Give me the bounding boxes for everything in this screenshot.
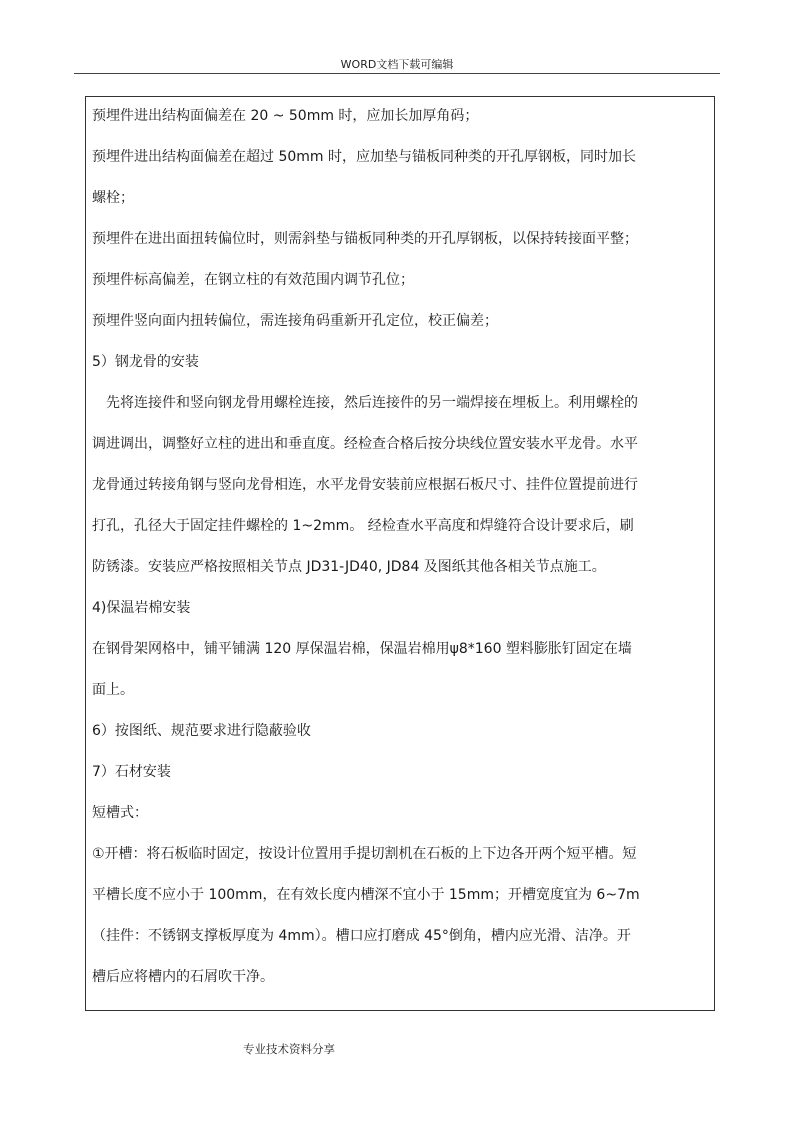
text-line: 防锈漆。安装应严格按照相关节点 JD31-JD40, JD84 及图纸其他各相关节点施工。 <box>92 559 606 575</box>
text-line: 调进调出，调整好立柱的进出和垂直度。经检查合格后按分块线位置安装水平龙骨。水平 <box>92 436 638 452</box>
section-heading: 5）钢龙骨的安装 <box>92 354 199 370</box>
text-line: 螺栓； <box>92 190 134 206</box>
text-line: 龙骨通过转接角钢与竖向龙骨相连，水平龙骨安装前应根据石板尺寸、挂件位置提前进行 <box>92 477 638 493</box>
section-heading: 4)保温岩棉安装 <box>92 600 191 616</box>
text-line: 先将连接件和竖向钢龙骨用螺栓连接，然后连接件的另一端焊接在埋板上。利用螺栓的 <box>92 395 638 411</box>
text-line: 打孔，孔径大于固定挂件螺栓的 1~2mm。 经检查水平高度和焊缝符合设计要求后，刷 <box>92 518 634 534</box>
text-line: 预埋件标高偏差，在钢立柱的有效范围内调节孔位； <box>92 272 414 288</box>
text-line: 预埋件竖向面内扭转偏位，需连接角码重新开孔定位，校正偏差； <box>92 313 498 329</box>
header-rule <box>74 73 720 74</box>
text-line: 预埋件在进出面扭转偏位时，则需斜垫与锚板同种类的开孔厚钢板，以保持转接面平整； <box>92 231 638 247</box>
text-line: 预埋件进出结构面偏差在 20 ~ 50mm 时，应加长加厚角码； <box>92 108 479 124</box>
text-line: 槽后应将槽内的石屑吹干净。 <box>92 969 274 985</box>
text-line: 平槽长度不应小于 100mm，在有效长度内槽深不宜小于 15mm；开槽宽度宜为 6~7m <box>92 887 640 903</box>
text-line: （挂件：不锈钢支撑板厚度为 4mm）。槽口应打磨成 45°倒角，槽内应光滑、洁净。开 <box>92 928 631 944</box>
subsection-heading: 短槽式： <box>92 805 148 821</box>
page-footer: 专业技术资料分享 <box>243 1042 335 1056</box>
text-line: 面上。 <box>92 682 134 698</box>
section-heading: 7）石材安装 <box>92 764 171 780</box>
page-header: WORD文档下载可编辑 <box>340 58 454 71</box>
text-line: ①开槽：将石板临时固定，按设计位置用手提切割机在石板的上下边各开两个短平槽。短 <box>92 846 637 862</box>
section-heading: 6）按图纸、规范要求进行隐蔽验收 <box>92 723 311 739</box>
text-line: 在钢骨架网格中，铺平铺满 120 厚保温岩棉，保温岩棉用ψ8*160 塑料膨胀钉固定在墙 <box>92 641 632 657</box>
text-line: 预埋件进出结构面偏差在超过 50mm 时，应加垫与锚板同种类的开孔厚钢板，同时加长 <box>92 149 636 165</box>
